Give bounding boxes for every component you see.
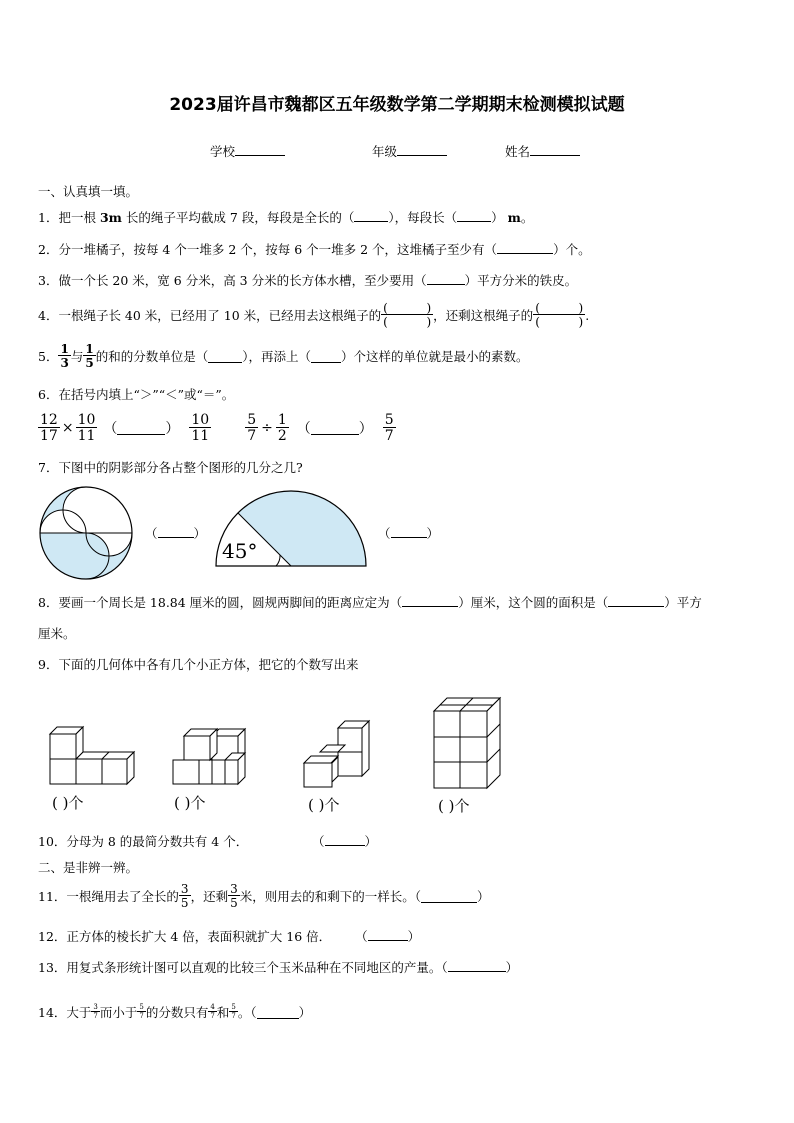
fraction: $\frac{1}{3}$ xyxy=(60,342,69,370)
fraction: $\frac{3}{5}$ xyxy=(180,882,189,910)
cube-count-1[interactable]: ( )个 xyxy=(52,794,84,812)
question-13: 13．用复式条形统计图可以直观的比较三个玉米品种在不同地区的产量。（ ） xyxy=(38,960,519,975)
question-4: 4． 一根绳子长 40 米，已经用了 10 米，已经用去这根绳子的 ( ) ( ) ，还剩这根绳子的 ( ) ( ) . xyxy=(38,301,590,329)
answer-blank[interactable] xyxy=(257,1006,299,1019)
name-field[interactable]: 姓名 xyxy=(505,142,580,160)
fraction: $\frac{12}{17}$ xyxy=(40,412,58,444)
answer-blank[interactable] xyxy=(208,350,242,363)
fraction: $\frac{1}{2}$ xyxy=(277,412,287,444)
question-5: 5． $\frac{1}{3}$ 与 $\frac{1}{5}$ 的和的分数单位是（ ），再添上（ ）个这样的单位就是最小的素数。 xyxy=(38,342,529,370)
answer-blank[interactable]: （ ） xyxy=(145,526,207,541)
cube-count-3[interactable]: ( )个 xyxy=(308,796,340,814)
cube-figure-3 xyxy=(300,718,370,788)
answer-blank[interactable]: （ ） xyxy=(312,834,378,849)
question-6: 6．在括号内填上“＞”“＜”或“＝”。 xyxy=(38,387,235,402)
section-heading: 一、认真填一填。 xyxy=(38,184,139,199)
question-1: 1．把一根 3m 长的绳子平均截成 7 段，每段是全长的（ ），每段长（ ） m。 xyxy=(38,210,534,225)
answer-blank[interactable] xyxy=(448,959,506,972)
answer-blank[interactable] xyxy=(608,594,664,607)
school-field[interactable]: 学校 xyxy=(210,142,285,160)
question-9: 9．下面的几何体中各有几个小正方体，把它的个数写出来 xyxy=(38,657,359,672)
cube-figure-2 xyxy=(170,716,250,786)
compare-blank[interactable] xyxy=(311,422,359,435)
question-14: 14． 大于 $\frac{3}{7}$ 而小于 $\frac{5}{7}$ 的分数只有 $\frac{4}{7}$ 和 $\frac{5}{7}$ 。（ ） xyxy=(38,1003,312,1020)
fraction: $\frac{5}{7}$ xyxy=(247,412,257,444)
fraction: $\frac{4}{7}$ xyxy=(210,1003,215,1020)
answer-blank[interactable] xyxy=(368,928,408,941)
angle-label: 45° xyxy=(222,539,258,563)
fraction-blank[interactable]: ( ) ( ) xyxy=(535,301,584,329)
grade-field[interactable]: 年级 xyxy=(372,142,447,160)
question-8: 8．要画一个周长是 18.84 厘米的圆，圆规两脚间的距离应定为（ ）厘米，这个圆的面积是（ ）平方 xyxy=(38,595,702,610)
question-3: 3．做一个长 20 米，宽 6 分米，高 3 分米的长方体水槽，至少要用（ ）平方分米的铁皮。 xyxy=(38,273,578,288)
answer-blank[interactable] xyxy=(354,209,388,222)
compare-blank[interactable] xyxy=(117,422,165,435)
question-8-cont: 厘米。 xyxy=(38,626,76,641)
fraction: $\frac{1}{5}$ xyxy=(85,342,94,370)
answer-blank[interactable] xyxy=(311,350,341,363)
page-title: 2023届许昌市魏都区五年级数学第二学期期末检测模拟试题 xyxy=(169,95,625,115)
compare-expressions: $\frac{12}{17}$ × $\frac{10}{11}$ （ ） $\frac{10}{11}$ $\frac{5}{7}$ ÷ $\frac{1}{2}$ （ ） $\frac{5}{7}$ xyxy=(40,412,394,444)
answer-blank[interactable] xyxy=(457,209,491,222)
answer-blank[interactable]: （ ） xyxy=(378,526,440,541)
question-11: 11． 一根绳用去了全长的 $\frac{3}{5}$ ，还剩 $\frac{3}{5}$ 米，则用去的和剩下的一样长。（ ） xyxy=(38,882,490,910)
cube-figure-1 xyxy=(46,720,138,786)
circle-figure xyxy=(38,485,138,581)
question-12: 12．正方体的棱长扩大 4 倍，表面积就扩大 16 倍． （ ） xyxy=(38,929,421,944)
cube-count-4[interactable]: ( )个 xyxy=(438,797,470,815)
fraction: $\frac{5}{7}$ xyxy=(384,412,394,444)
cube-count-2[interactable]: ( )个 xyxy=(174,794,206,812)
question-7: 7．下图中的阴影部分各占整个图形的几分之几? xyxy=(38,460,303,475)
fraction: $\frac{5}{7}$ xyxy=(231,1003,236,1020)
answer-blank[interactable] xyxy=(402,594,458,607)
fraction: $\frac{5}{7}$ xyxy=(139,1003,144,1020)
fraction: $\frac{3}{7}$ xyxy=(93,1003,98,1020)
section-heading: 二、是非辨一辨。 xyxy=(38,860,139,875)
fraction: $\frac{10}{11}$ xyxy=(191,412,210,444)
answer-blank[interactable] xyxy=(421,890,477,903)
question-2: 2．分一堆橘子，按每 4 个一堆多 2 个，按每 6 个一堆多 2 个，这堆橘子至少有（ ）个。 xyxy=(38,242,591,257)
answer-blank[interactable] xyxy=(497,241,553,254)
fraction-blank[interactable]: ( ) ( ) xyxy=(383,301,432,329)
cube-figure-4 xyxy=(430,694,506,792)
fraction: $\frac{3}{5}$ xyxy=(230,882,238,910)
question-10: 10．分母为 8 的最简分数共有 4 个． xyxy=(38,834,249,849)
fraction: $\frac{10}{11}$ xyxy=(77,412,96,444)
answer-blank[interactable] xyxy=(427,272,465,285)
